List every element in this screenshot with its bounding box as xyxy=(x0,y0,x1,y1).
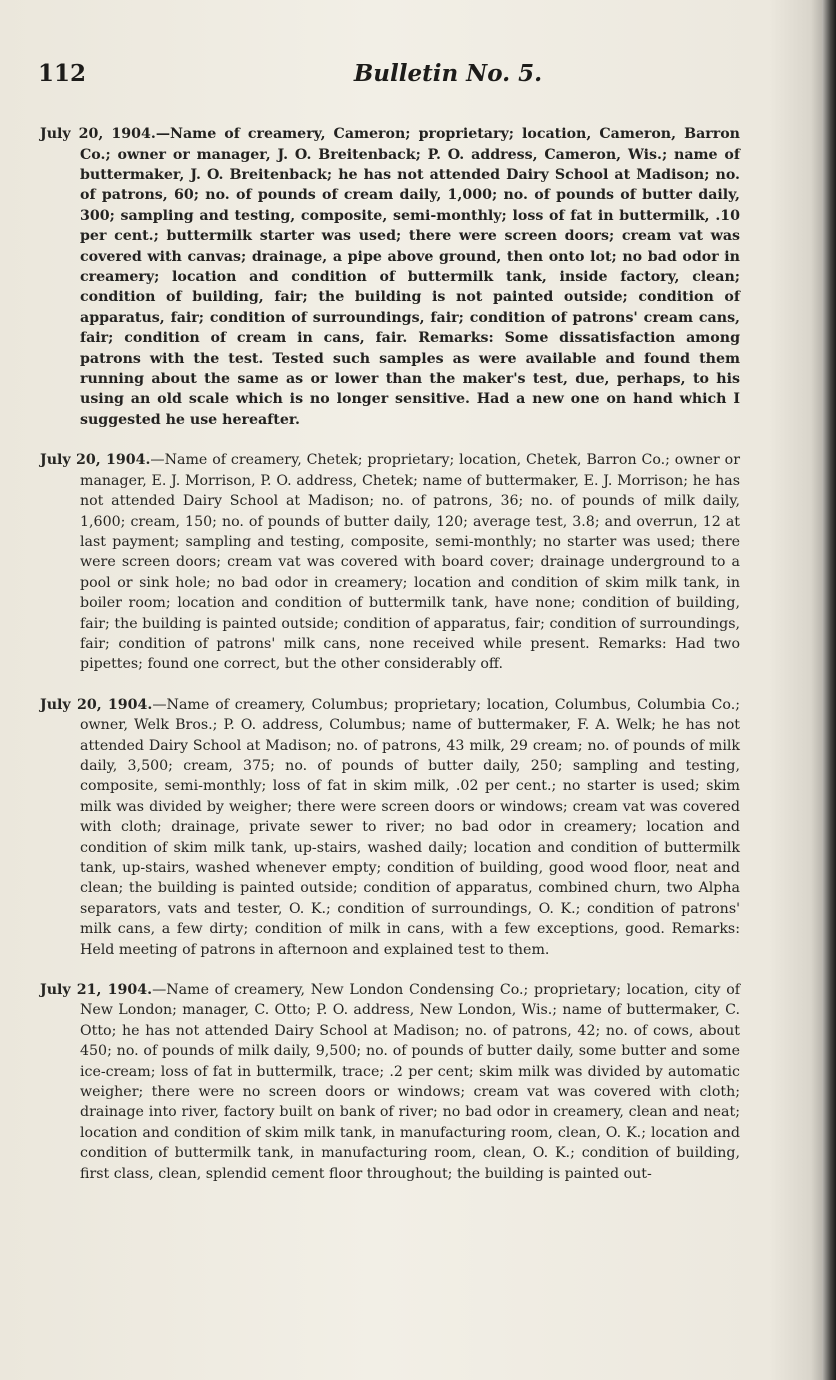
entry-chetek xyxy=(40,450,740,674)
page-number: 112 xyxy=(38,60,87,87)
page-edge-shadow xyxy=(822,0,836,1380)
entry-date: July 20, 1904. xyxy=(40,696,153,713)
entry-new-london xyxy=(40,980,740,1184)
entry-date: July 21, 1904. xyxy=(40,982,153,999)
report-entries xyxy=(40,110,740,1204)
page-header xyxy=(38,60,798,92)
entry-date: July 20, 1904. xyxy=(40,452,151,469)
entry-date: July 20, 1904. xyxy=(40,126,156,143)
entry-text: —Name of creamery, New London Condensing Co.; proprietary; location, city of New London; manager, C. Otto; P. O. address, New London, Wis.; name of buttermaker, C. Otto; he has not attended Dairy School at Madison; no. of patrons, 42; no. of cows, about 450; no. of pounds of milk daily, 9,500; no. of pounds of butter daily, some butter and some ice-cream; loss of fat in buttermilk, trace; .2 per cent; skim milk was divided by automatic weigher; there were no screen doors or windows; cream vat was covered with cloth; drainage into river, factory built on bank of river; no bad odor in creamery, clean and neat; location and condition of skim milk tank, in manufacturing room, clean, O. K.; location and condition of buttermilk tank, in manufacturing room, clean, O. K.; condition of building, first class, clean, splendid cement floor throughout; the building is painted out- xyxy=(80,982,741,1182)
entry-text: —Name of creamery, Columbus; proprietary; location, Columbus, Columbia Co.; owner, Welk Bros.; P. O. address, Columbus; name of buttermaker, F. A. Welk; he has not attended Dairy School at Madison; no. of patrons, 43 milk, 29 cream; no. of pounds of milk daily, 3,500; cream, 375; no. of pounds of butter daily, 250; sampling and testing, composite, semi-monthly; loss of fat in skim milk, .02 per cent.; no starter is used; skim milk was divided by weigher; there were screen doors or windows; cream vat was covered with cloth; drainage, private sewer to river; no bad odor in creamery; location and condition of skim milk tank, up-stairs, washed daily; location and condition of buttermilk tank, up-stairs, washed whenever empty; condition of building, good wood floor, neat and clean; the building is painted outside; condition of apparatus, combined churn, two Alpha separators, vats and tester, O. K.; condition of surroundings, O. K.; condition of patrons' milk cans, a few dirty; condition of milk in cans, with a few exceptions, good. Remarks: Held meeting of patrons in afternoon and explained test to them. xyxy=(80,696,740,958)
entry-text: —Name of creamery, Cameron; proprietary; location, Cameron, Barron Co.; owner or manager, J. O. Breitenback; P. O. address, Cameron, Wis.; name of buttermaker, J. O. Breitenback; he has not attended Dairy School at Madison; no. of patrons, 60; no. of pounds of cream daily, 1,000; no. of pounds of butter daily, 300; sampling and testing, composite, semi-monthly; loss of fat in buttermilk, .10 per cent.; buttermilk starter was used; there were screen doors; cream vat was covered with canvas; drainage, a pipe above ground, then onto lot; no bad odor in creamery; location and condition of buttermilk tank, inside factory, clean; condition of building, fair; the building is not painted outside; condition of apparatus, fair; condition of surroundings, fair; condition of patrons' cream cans, fair; condition of cream in cans, fair. Remarks: Some dissatisfaction among patrons with the test. Tested such samples as were available and found them running about the same as or lower than the maker's test, due, perhaps, to his using an old scale which is no longer sensitive. Had a new one on hand which I suggested he use hereafter. xyxy=(80,126,740,428)
entry-columbus xyxy=(40,695,740,960)
entry-text: —Name of creamery, Chetek; proprietary; location, Chetek, Barron Co.; owner or manager, E. J. Morrison, P. O. address, Chetek; name of buttermaker, E. J. Morrison; he has not attended Dairy School at Madison; no. of patrons, 36; no. of pounds of milk daily, 1,600; cream, 150; no. of pounds of butter daily, 120; average test, 3.8; and overrun, 12 at last payment; sampling and testing, composite, semi-monthly; no starter was used; there were screen doors; cream vat was covered with board cover; drainage underground to a pool or sink hole; no bad odor in creamery; location and condition of skim milk tank, in boiler room; location and condition of buttermilk tank, have none; condition of building, fair; the building is painted outside; condition of apparatus, fair; condition of surroundings, fair; condition of patrons' milk cans, none received while present. Remarks: Had two pipettes; found one correct, but the other considerably off. xyxy=(80,452,740,673)
running-title: Bulletin No. 5. xyxy=(353,60,543,87)
entry-cameron xyxy=(40,124,740,430)
